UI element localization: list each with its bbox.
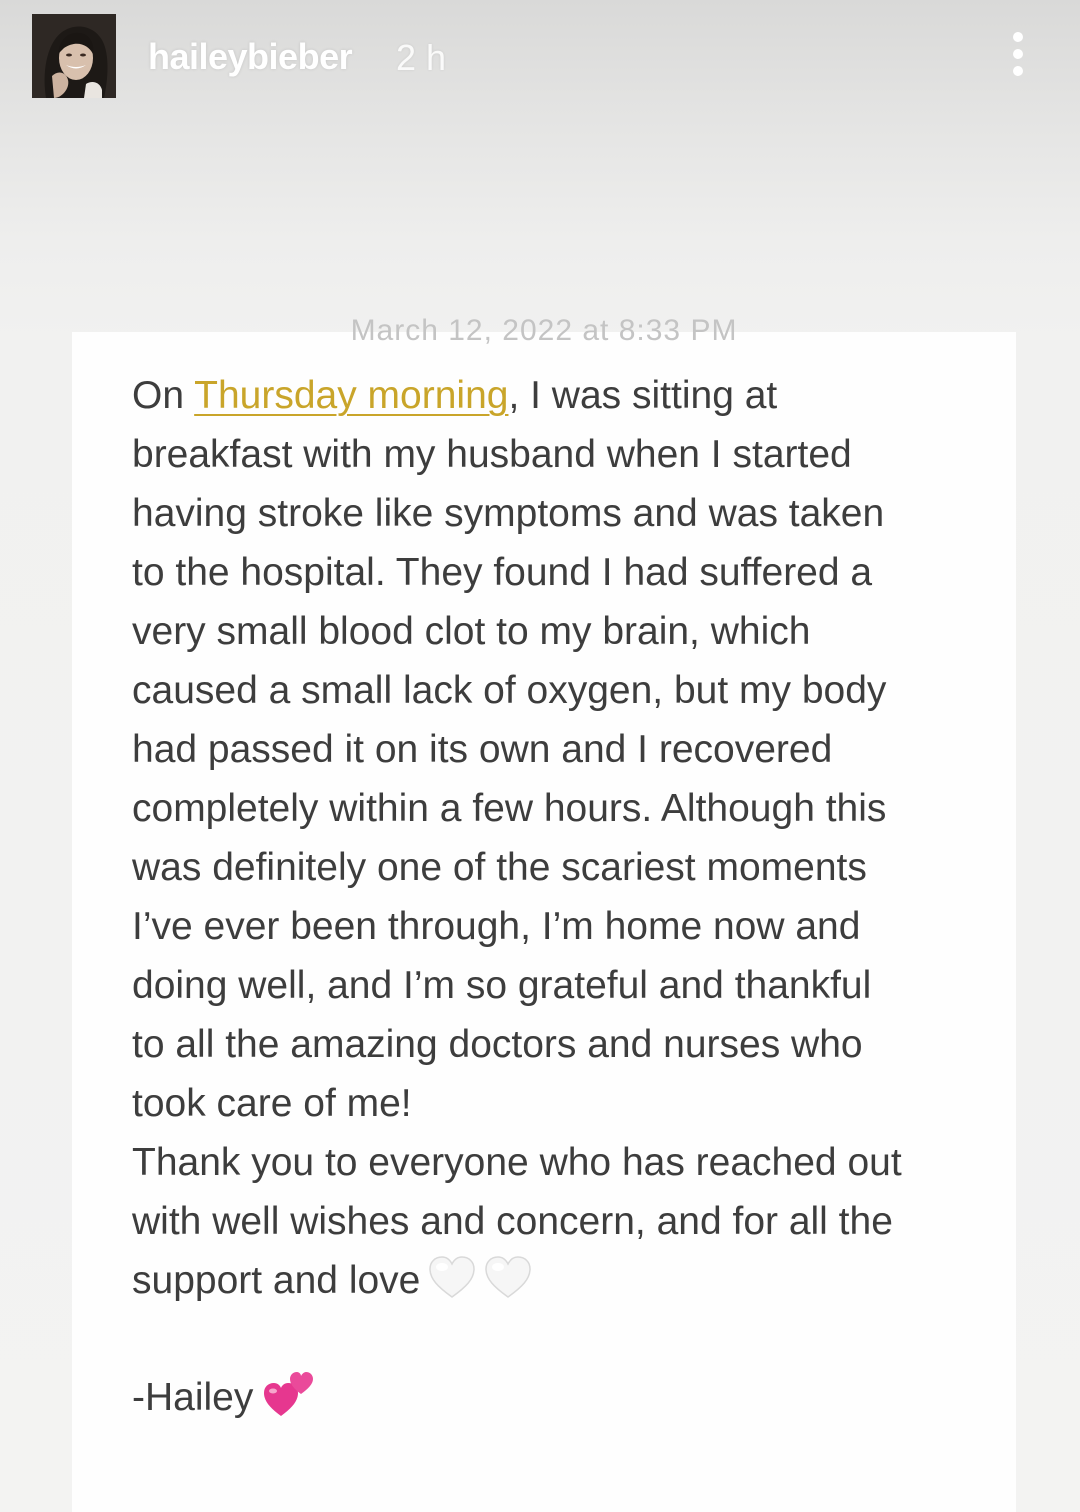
note-line: breakfast with my husband when I started [132, 433, 852, 476]
note-line: took care of me! [132, 1082, 412, 1125]
more-options-button[interactable] [1000, 28, 1036, 80]
note-paragraph-2 [132, 1133, 972, 1316]
avatar[interactable] [32, 14, 116, 98]
note-line: to all the amazing doctors and nurses who [132, 1023, 863, 1066]
note-line: to the hospital. They found I had suffered a [132, 551, 873, 594]
three-dots-vertical-icon [1013, 32, 1023, 42]
note-line: Thank you to everyone who has reached out [132, 1141, 902, 1184]
note-paragraph-1 [132, 366, 972, 1133]
avatar-image [32, 14, 116, 98]
note-date-cut-off: March 12, 2022 at 8:33 PM [350, 314, 738, 347]
note-line: I’ve ever been through, I’m home now and [132, 905, 861, 948]
white-heart-icon [428, 1255, 476, 1316]
note-screenshot-card [72, 314, 1016, 1512]
note-line: doing well, and I’m so grateful and thankful [132, 964, 872, 1007]
note-line: caused a small lack of oxygen, but my body [132, 669, 887, 712]
note-body [132, 366, 972, 1316]
note-line: completely within a few hours. Although this [132, 787, 887, 830]
note-line: support and love [132, 1251, 972, 1316]
username[interactable]: haileybieber [148, 36, 353, 77]
story-header [0, 0, 1080, 120]
story-time-ago: 2 h [396, 37, 447, 78]
white-heart-icon [484, 1255, 532, 1316]
note-line: had passed it on its own and I recovered [132, 728, 833, 771]
date-link[interactable]: Thursday morning [194, 374, 509, 417]
note-line: very small blood clot to my brain, which [132, 610, 811, 653]
signature: -Hailey [132, 1368, 315, 1428]
note-line: having stroke like symptoms and was taken [132, 492, 885, 535]
note-line: On Thursday morning, I was sitting at [132, 374, 778, 417]
note-line: was definitely one of the scariest moments [132, 846, 867, 889]
note-line: with well wishes and concern, and for all the [132, 1200, 893, 1243]
two-hearts-icon [263, 1368, 315, 1428]
